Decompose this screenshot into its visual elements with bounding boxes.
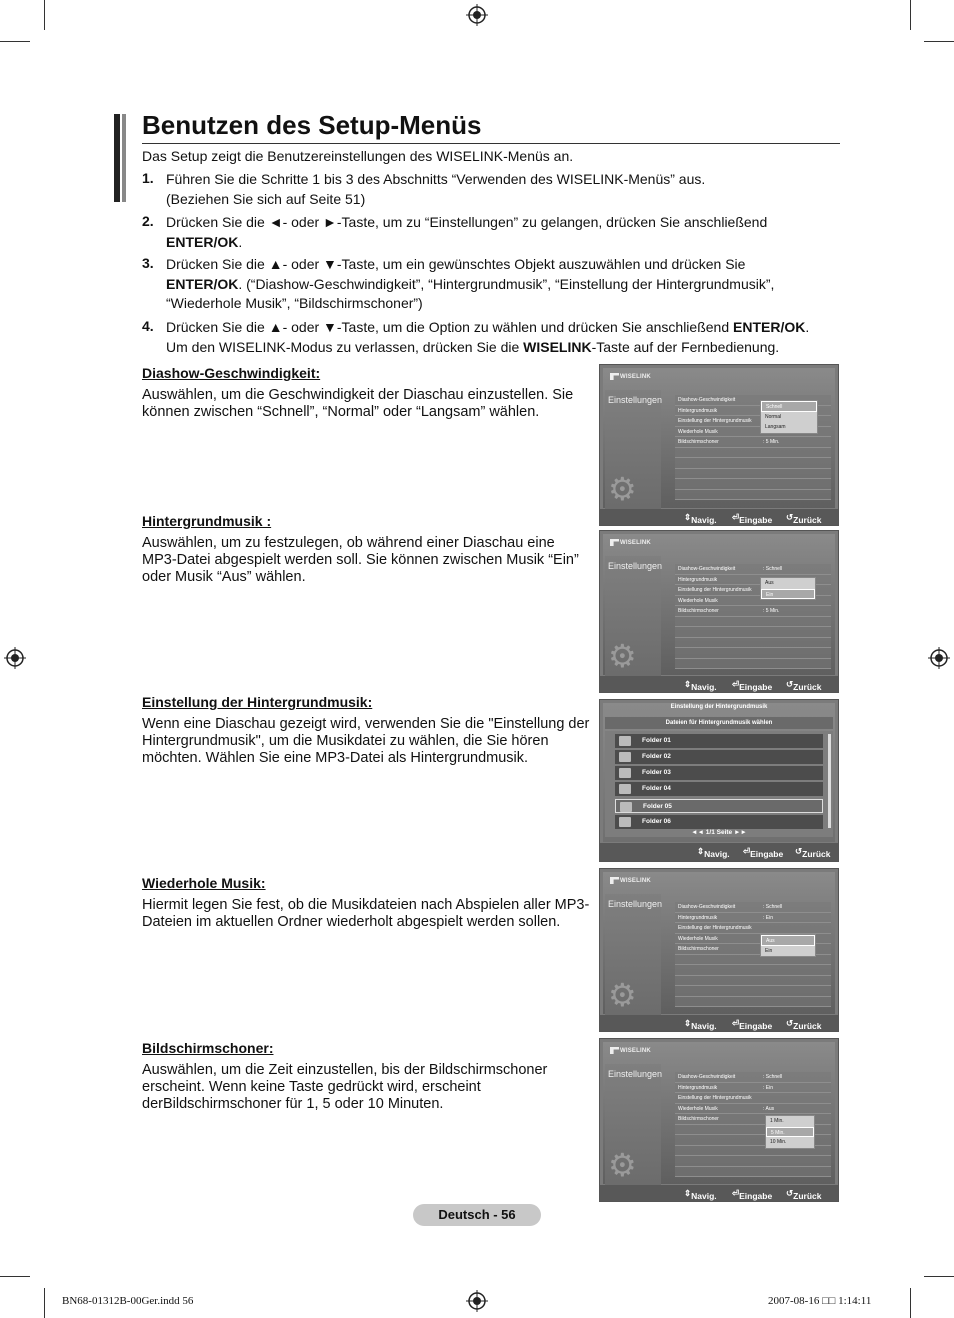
menu-label: Einstellung der Hintergrundmusik (678, 418, 752, 424)
step-line: . (805, 319, 810, 335)
option-popup (760, 577, 816, 600)
screen-footer (600, 843, 838, 861)
menu-row[interactable] (675, 564, 831, 575)
back-hint: ↺ Zurück (786, 512, 822, 525)
folder-label: Folder 06 (642, 818, 671, 825)
wiselink-logo (610, 877, 651, 884)
back-hint: ↺ Zurück (795, 846, 831, 859)
nav-label: Navig. (691, 1021, 717, 1031)
option-item[interactable]: Normal (765, 413, 782, 420)
wiselink-logo-icon (610, 877, 619, 884)
menu-label: Wiederhole Musik (678, 428, 718, 435)
section-heading: Diashow-Geschwindigkeit: (142, 365, 321, 381)
folder-label: Folder 04 (642, 785, 671, 792)
section-text: Wenn eine Diaschau gezeigt wird, verwenden Sie die "Einstellung der Hintergrundmusik", um die Musikdatei zu wählen, die Sie hören möchten. Wählen Sie eine MP3-Datei als Hintergrundmusik. (142, 716, 590, 766)
folder-icon (619, 768, 631, 778)
tv-screen-repeat-music (599, 868, 839, 1032)
folder-row[interactable] (615, 782, 823, 796)
menu-row (675, 659, 831, 670)
menu-value: : Schnell (763, 904, 783, 910)
enter-label: Eingabe (739, 682, 773, 692)
menu-row (675, 1167, 831, 1178)
title-accent-bar (122, 114, 126, 202)
folder-icon (619, 784, 631, 794)
tv-screen-slideshow-speed (599, 364, 839, 526)
nav-label: Navig. (704, 849, 730, 859)
menu-row[interactable] (675, 606, 831, 617)
option-item[interactable]: Schnell (761, 401, 817, 412)
option-item[interactable]: Aus (761, 935, 815, 946)
menu-row (675, 469, 831, 480)
menu-value: : Aus (763, 1105, 775, 1112)
menu-label: Bildschirmschoner (678, 439, 719, 445)
enter-hint: ⏎ Eingabe (743, 846, 784, 859)
registration-mark-icon (466, 4, 488, 26)
option-popup (765, 1115, 815, 1149)
nav-label: Navig. (691, 1191, 717, 1201)
section-heading: Hintergrundmusik : (142, 513, 272, 529)
logo-text: WISELINK (620, 374, 651, 381)
panel-label: Einstellungen (608, 899, 663, 909)
crop-mark (0, 41, 30, 42)
enter-hint: ⏎ Eingabe (732, 679, 773, 692)
key-name: ENTER/OK (733, 319, 806, 335)
menu-row (675, 490, 831, 501)
menu-value: : Ein (763, 1084, 774, 1091)
section-text: Auswählen, um zu festzulegen, ob während einer Diaschau eine MP3-Datei abgespielt werden soll. Sie können zwischen Musik “Ein” oder Musik “Aus” wählen. (142, 535, 579, 585)
menu-label: Wiederhole Musik (678, 597, 718, 604)
nav-hint: ⇕ Navig. (697, 846, 730, 859)
option-item[interactable]: Ein (765, 947, 773, 954)
enter-label: Eingabe (739, 1191, 773, 1201)
back-label: Zurück (793, 515, 822, 525)
menu-label: Hintergrundmusik (678, 576, 718, 583)
step-text (166, 255, 806, 314)
folder-row[interactable] (615, 750, 823, 764)
screen-footer (600, 509, 838, 525)
menu-label: Hintergrundmusik (678, 1084, 718, 1091)
option-item[interactable]: Aus (765, 580, 774, 586)
intro-text: Das Setup zeigt die Benutzereinstellungen des WISELINK-Menüs an. (142, 148, 574, 164)
option-item[interactable]: 1 Min. (770, 1118, 784, 1124)
screen-footer (600, 1185, 838, 1201)
back-hint: ↺ Zurück (786, 1188, 822, 1201)
menu-value: : Schnell (763, 566, 783, 572)
crop-mark (44, 1288, 45, 1318)
menu-row (675, 976, 831, 987)
menu-row[interactable] (675, 1083, 831, 1094)
file-info: BN68-01312B-00Ger.indd 56 (62, 1295, 194, 1307)
folder-icon (619, 752, 631, 762)
menu-row[interactable] (675, 913, 831, 924)
folder-label: Folder 02 (642, 753, 671, 760)
menu-row[interactable] (675, 1072, 831, 1083)
crop-mark (44, 0, 45, 30)
option-popup (760, 400, 818, 434)
folder-icon (620, 802, 632, 812)
menu-label: Bildschirmschoner (678, 608, 719, 614)
nav-hint: ⇕ Navig. (684, 679, 717, 692)
panel-label: Einstellungen (608, 1069, 663, 1079)
folder-label: Folder 01 (642, 737, 671, 744)
menu-label: Hintergrundmusik (678, 407, 718, 414)
registration-mark-icon (4, 647, 26, 669)
menu-label: Diashow-Geschwindigkeit (678, 566, 736, 572)
crop-mark (0, 1276, 30, 1277)
wiselink-logo (610, 539, 651, 546)
step-line: Drücken Sie die ▲- oder ▼-Taste, um die Option zu wählen und drücken Sie anschließend (166, 319, 730, 335)
key-name: ENTER/OK (166, 233, 239, 250)
gear-icon: ⚙ (608, 471, 637, 507)
folder-row[interactable] (615, 734, 823, 748)
menu-row (675, 648, 831, 659)
screen-title: Einstellung der Hintergrundmusik (670, 704, 768, 710)
menu-row (675, 1156, 831, 1167)
step-number: 1. (142, 170, 154, 186)
folder-row[interactable] (615, 815, 823, 829)
registration-mark-icon (928, 647, 950, 669)
back-hint: ↺ Zurück (786, 1018, 822, 1031)
menu-label: Einstellung der Hintergrundmusik (678, 1095, 752, 1101)
menu-value: : Ein (763, 914, 774, 921)
tv-screen-screensaver (599, 1038, 839, 1202)
step-line: Drücken Sie die ◄- oder ►-Taste, um zu “Einstellungen” zu gelangen, drücken Sie anschließend (166, 214, 768, 230)
wiselink-logo (610, 373, 651, 380)
back-label: Zurück (793, 1191, 822, 1201)
logo-text: WISELINK (620, 878, 651, 885)
menu-row (675, 448, 831, 459)
enter-hint: ⏎ Eingabe (732, 512, 773, 525)
gear-icon: ⚙ (608, 638, 637, 674)
logo-text: WISELINK (620, 1048, 651, 1055)
menu-row[interactable] (675, 437, 831, 448)
page-indicator: ◄◄ 1/1 Seite ►► (691, 829, 747, 836)
gear-icon: ⚙ (608, 1147, 637, 1183)
menu-label: Diashow-Geschwindigkeit (678, 904, 736, 910)
option-item[interactable]: Langsam (765, 424, 786, 430)
section-text: Hiermit legen Sie fest, ob die Musikdateien nach Abspielen aller MP3-Dateien im aktuellen Ordner wiederholt abgespielt werden sollen. (142, 897, 590, 930)
step-line: . (238, 233, 243, 250)
wiselink-logo (610, 1047, 651, 1054)
menu-value: : Schnell (763, 1074, 783, 1080)
menu-row (675, 965, 831, 976)
title-divider (142, 143, 840, 144)
nav-label: Navig. (691, 515, 717, 525)
crop-mark (924, 41, 954, 42)
screen-footer (600, 676, 838, 692)
wiselink-logo-icon (610, 1047, 619, 1054)
tv-screen-music-folder (599, 699, 839, 862)
screen-subtitle: Dateien für Hintergrundmusik wählen (605, 717, 833, 729)
scrollbar[interactable] (828, 734, 831, 828)
menu-value: : 5 Min. (763, 608, 780, 614)
wiselink-logo-icon (610, 539, 619, 546)
menu-row (675, 479, 831, 490)
step-line: Führen Sie die Schritte 1 bis 3 des Abschnitts “Verwenden des WISELINK-Menüs” aus. (166, 171, 706, 187)
menu-row[interactable] (675, 1093, 831, 1104)
enter-label: Eingabe (750, 849, 784, 859)
menu-row (675, 638, 831, 649)
back-label: Zurück (793, 1021, 822, 1031)
title-accent-bar (114, 114, 120, 202)
print-timestamp: 2007-08-16 □□ 1:14:11 (768, 1295, 872, 1307)
menu-label: Diashow-Geschwindigkeit (678, 1074, 736, 1080)
enter-hint: ⏎ Eingabe (732, 1018, 773, 1031)
menu-value: : 5 Min. (763, 439, 780, 445)
step-line: . (“Diashow-Geschwindigkeit”, “Hintergrundmusik”, “Einstellung der Hintergrundmusik”, “Wiederhole Musik”, “Bildschirmschoner”) (166, 275, 775, 311)
panel-label: Einstellungen (608, 395, 663, 405)
folder-row[interactable] (615, 799, 823, 813)
section-heading: Bildschirmschoner: (142, 1040, 274, 1056)
option-item[interactable]: Ein (761, 589, 815, 600)
step-line: (Beziehen Sie sich auf Seite 51) (166, 190, 366, 207)
step-text (166, 318, 846, 357)
section-heading: Wiederhole Musik: (142, 875, 266, 891)
nav-hint: ⇕ Navig. (684, 1188, 717, 1201)
crop-mark (910, 1288, 911, 1318)
step-line: -Taste auf der Fernbedienung. (591, 338, 780, 355)
registration-mark-icon (466, 1290, 488, 1312)
menu-label: Bildschirmschoner (678, 946, 719, 952)
nav-hint: ⇕ Navig. (684, 1018, 717, 1031)
menu-label: Bildschirmschoner (678, 1116, 719, 1122)
back-label: Zurück (802, 849, 831, 859)
step-number: 4. (142, 318, 154, 334)
section-text: Auswählen, um die Zeit einzustellen, bis der Bildschirmschoner erscheint. Wenn keine Taste gedrückt wird, erscheint derBildschirmschoner für 1, 5 oder 10 Minuten. (142, 1062, 548, 1112)
crop-mark (924, 1276, 954, 1277)
gear-icon: ⚙ (608, 977, 637, 1013)
step-line: Um den WISELINK-Modus zu verlassen, drücken Sie die (166, 338, 520, 355)
folder-icon (619, 736, 631, 746)
enter-label: Eingabe (739, 515, 773, 525)
wiselink-logo-icon (610, 373, 619, 380)
screen-footer (600, 1015, 838, 1031)
panel-label: Einstellungen (608, 561, 663, 571)
page-title: Benutzen des Setup-Menüs (142, 110, 482, 140)
enter-hint: ⏎ Eingabe (732, 1188, 773, 1201)
menu-row (675, 617, 831, 628)
step-line: Drücken Sie die ▲- oder ▼-Taste, um ein gewünschtes Objekt auszuwählen und drücken Sie (166, 256, 746, 272)
folder-row[interactable] (615, 766, 823, 780)
menu-row (675, 997, 831, 1008)
folder-label: Folder 05 (643, 803, 672, 810)
key-name: ENTER/OK (166, 275, 239, 292)
logo-text: WISELINK (620, 540, 651, 547)
option-popup (760, 934, 816, 957)
step-text (166, 170, 846, 209)
menu-row[interactable] (675, 923, 831, 934)
menu-row (675, 627, 831, 638)
nav-label: Navig. (691, 682, 717, 692)
step-number: 2. (142, 213, 154, 229)
menu-label: Wiederhole Musik (678, 1105, 718, 1112)
menu-label: Wiederhole Musik (678, 935, 718, 942)
menu-label: Einstellung der Hintergrundmusik (678, 925, 752, 931)
menu-row[interactable] (675, 1104, 831, 1115)
key-name: WISELINK (523, 338, 592, 355)
folder-icon (619, 817, 631, 827)
section-heading: Einstellung der Hintergrundmusik: (142, 694, 373, 710)
back-hint: ↺ Zurück (786, 679, 822, 692)
crop-mark (910, 0, 911, 30)
folder-label: Folder 03 (642, 769, 671, 776)
nav-hint: ⇕ Navig. (684, 512, 717, 525)
section-text: Auswählen, um die Geschwindigkeit der Diaschau einzustellen. Sie können zwischen “Schnell”, “Normal” oder “Langsam” wählen. (142, 387, 574, 420)
enter-label: Eingabe (739, 1021, 773, 1031)
menu-label: Einstellung der Hintergrundmusik (678, 587, 752, 593)
option-item[interactable]: 10 Min. (770, 1139, 787, 1145)
step-text (166, 213, 846, 252)
back-label: Zurück (793, 682, 822, 692)
option-item[interactable]: 5 Min. (766, 1127, 814, 1138)
tv-screen-background-music (599, 530, 839, 693)
menu-row (675, 458, 831, 469)
menu-row (675, 986, 831, 997)
step-number: 3. (142, 255, 154, 271)
page-number-badge: Deutsch - 56 (413, 1204, 541, 1226)
menu-label: Hintergrundmusik (678, 914, 718, 921)
menu-label: Diashow-Geschwindigkeit (678, 397, 736, 403)
menu-row[interactable] (675, 902, 831, 913)
